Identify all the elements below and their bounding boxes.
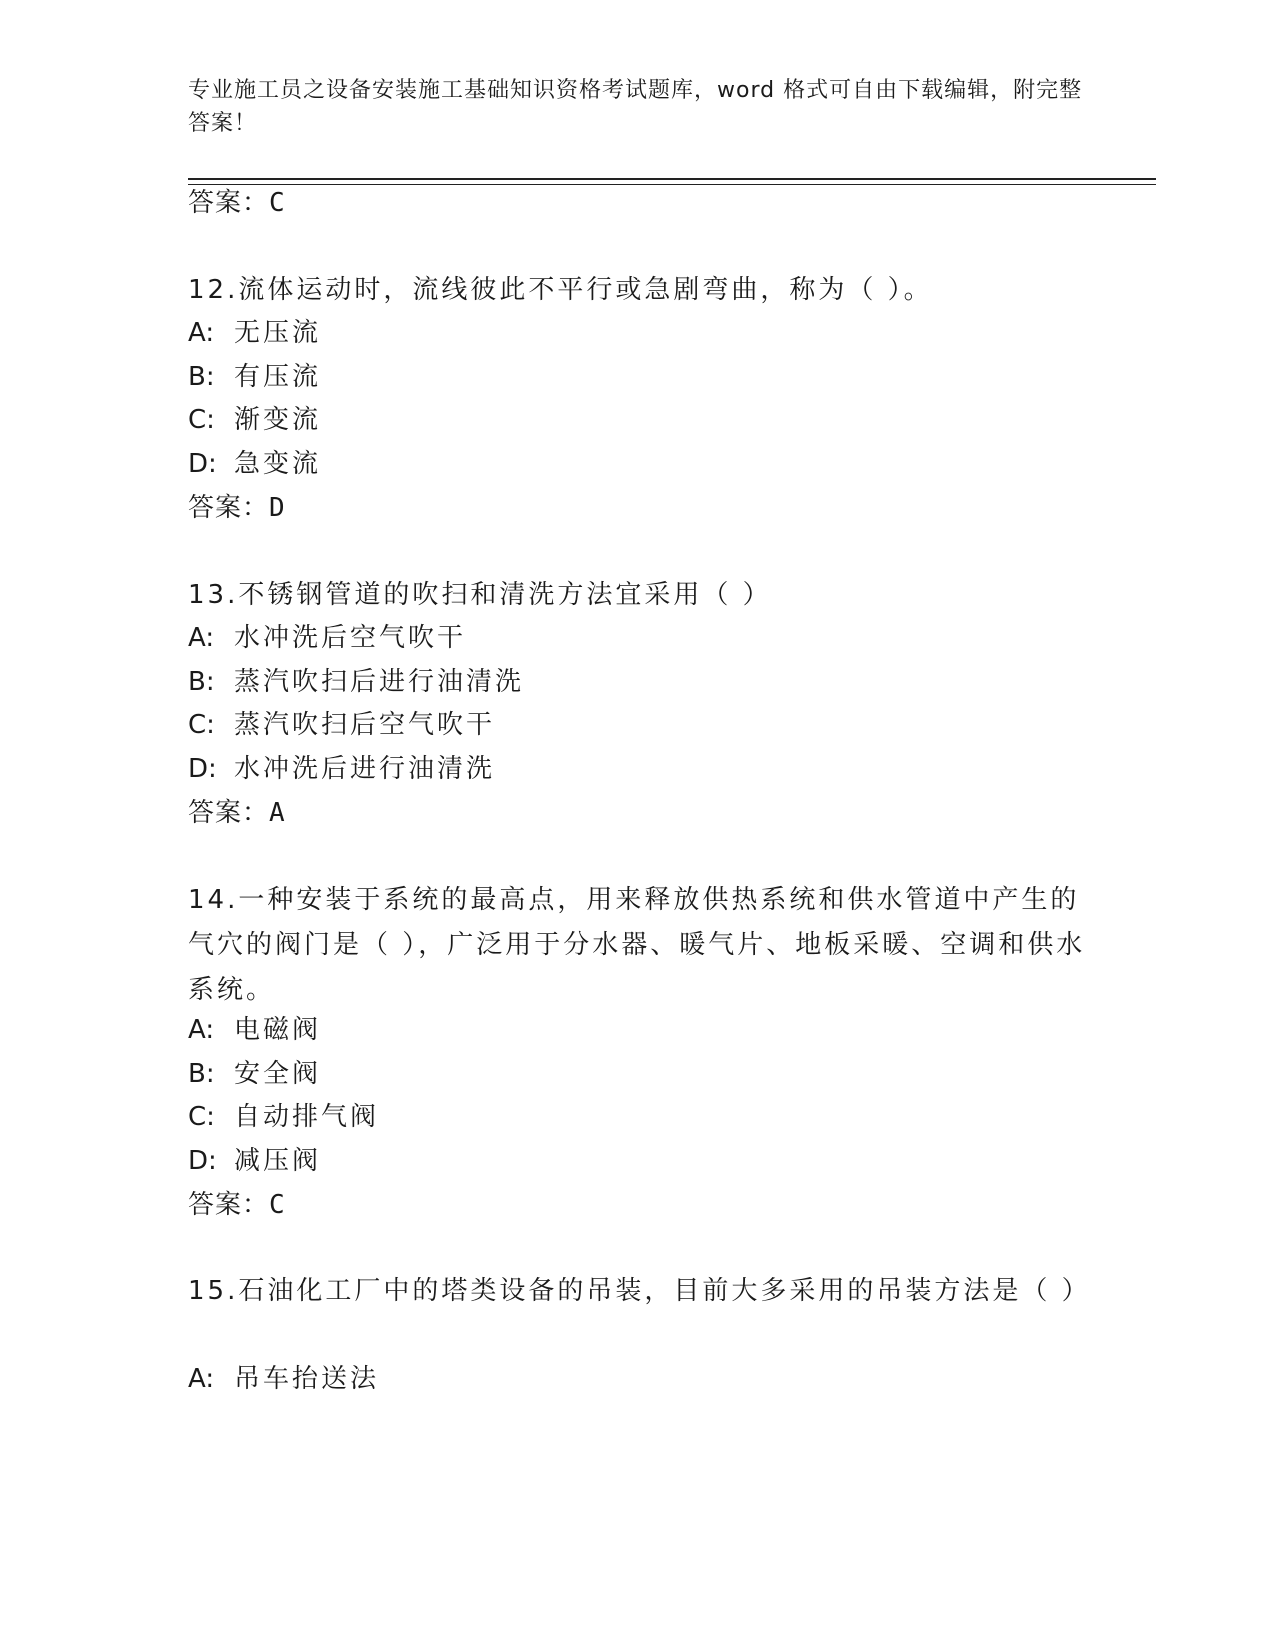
question-13-option-a [188, 623, 466, 653]
question-14-option-b [188, 1059, 321, 1089]
question-14-option-a [188, 1015, 321, 1045]
option-letter: B: [188, 362, 215, 392]
question-14-stem: 14.一种安装于系统的最高点，用来释放供热系统和供水管道中产生的气穴的阀门是（ ），广泛用于分水器、暖气片、地板采暖、空调和供水系统。 [188, 885, 1086, 1005]
question-14-option-d [188, 1146, 321, 1176]
option-letter: A: [188, 1364, 215, 1394]
question-12-option-d [188, 449, 321, 479]
option-letter: C: [188, 1102, 215, 1132]
question-14-option-c [188, 1102, 379, 1132]
option-letter: A: [188, 623, 215, 653]
option-letter: D: [188, 1146, 217, 1176]
option-text: 安全阀 [234, 1059, 322, 1089]
header-divider-thin [188, 184, 1156, 185]
option-letter: B: [188, 1059, 215, 1089]
question-15-stem: 15.石油化工厂中的塔类设备的吊装，目前大多采用的吊装方法是（ ） [188, 1276, 1091, 1306]
option-letter: D: [188, 754, 217, 784]
option-text: 减压阀 [234, 1146, 322, 1176]
option-letter: A: [188, 318, 215, 348]
option-text: 有压流 [234, 362, 322, 392]
option-text: 电磁阀 [234, 1015, 322, 1045]
page-header: 专业施工员之设备安装施工基础知识资格考试题库，word 格式可自由下载编辑，附完整答案！ [188, 78, 1083, 136]
question-12-stem: 12.流体运动时，流线彼此不平行或急剧弯曲，称为（ ）。 [188, 275, 933, 305]
option-text: 渐变流 [234, 405, 322, 435]
question-12-answer: 答案：D [188, 493, 286, 523]
question-14-answer: 答案：C [188, 1190, 286, 1220]
header-divider [188, 178, 1156, 180]
question-13-option-c [188, 710, 495, 740]
question-15-option-a [188, 1364, 379, 1394]
option-letter: C: [188, 405, 215, 435]
question-12-option-a [188, 318, 321, 348]
option-text: 水冲洗后空气吹干 [234, 623, 467, 653]
answer-previous: 答案：C [188, 188, 286, 218]
option-letter: A: [188, 1015, 215, 1045]
option-letter: B: [188, 667, 215, 697]
option-text: 蒸汽吹扫后空气吹干 [234, 710, 496, 740]
question-13-stem: 13.不锈钢管道的吹扫和清洗方法宜采用（ ） [188, 580, 772, 610]
option-text: 吊车抬送法 [234, 1364, 380, 1394]
option-text: 无压流 [234, 318, 322, 348]
question-13-option-d [188, 754, 495, 784]
option-text: 自动排气阀 [234, 1102, 380, 1132]
option-text: 蒸汽吹扫后进行油清洗 [234, 667, 525, 697]
question-12-option-b [188, 362, 321, 392]
option-text: 水冲洗后进行油清洗 [234, 754, 496, 784]
question-12-option-c [188, 405, 321, 435]
question-13-option-b [188, 667, 524, 697]
option-letter: C: [188, 710, 215, 740]
option-letter: D: [188, 449, 217, 479]
option-text: 急变流 [234, 449, 322, 479]
question-13-answer: 答案：A [188, 798, 286, 828]
